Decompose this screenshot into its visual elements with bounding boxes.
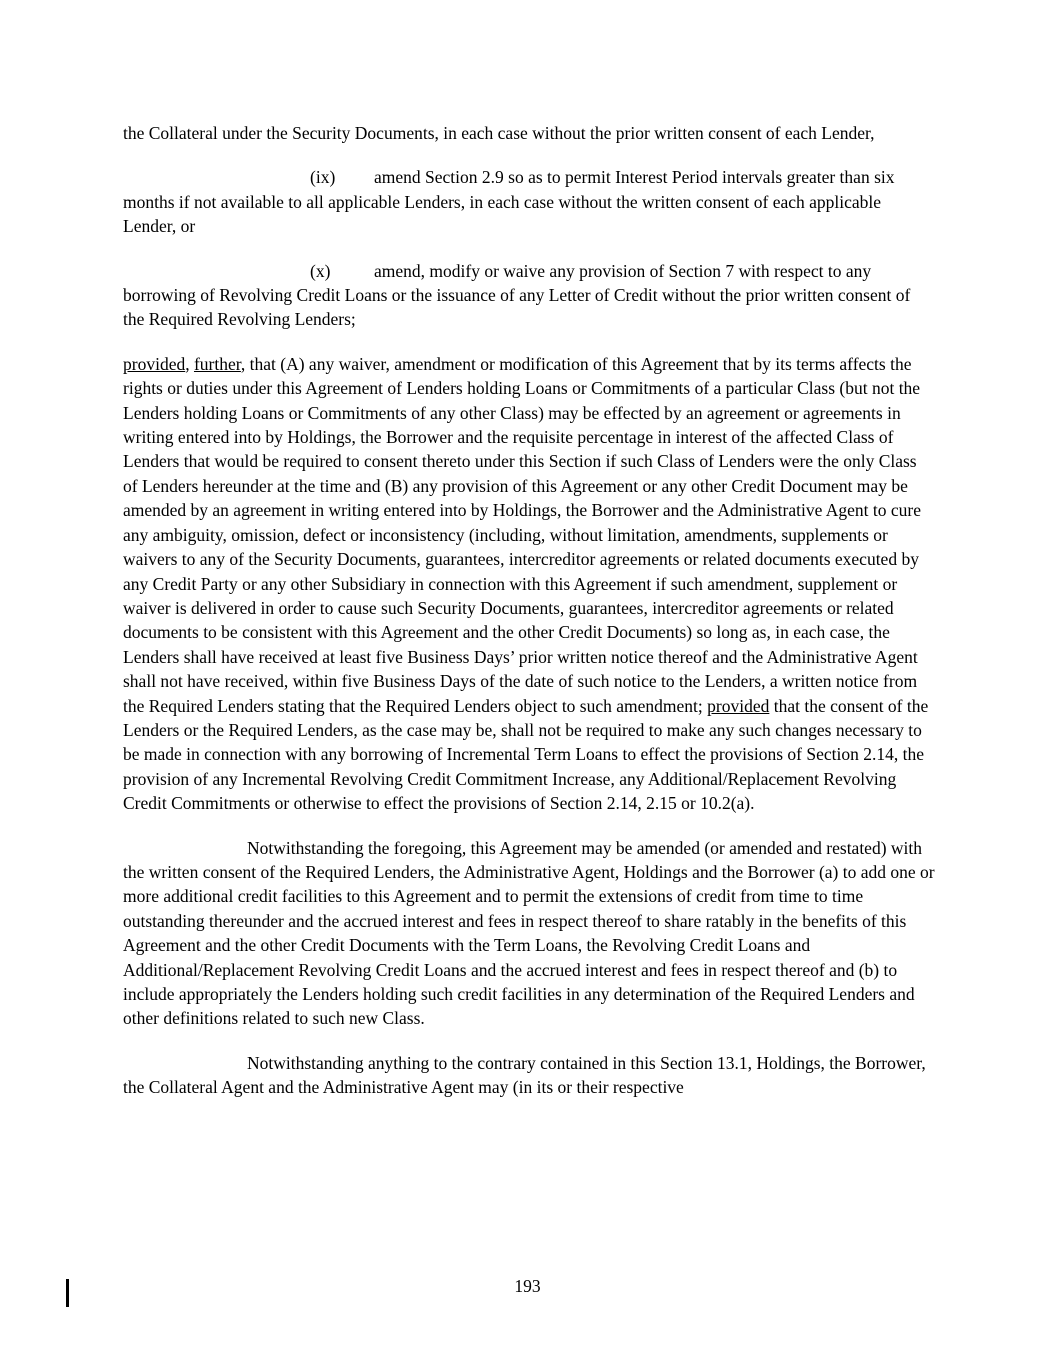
paragraph xyxy=(123,259,935,332)
text-run: further xyxy=(193,353,241,374)
document-body xyxy=(123,121,935,1100)
text-run: Notwithstanding the foregoing, this Agreement may be amended (or amended and restated) with the written consent of the Required Lenders, the Administrative Agent, Holdings and the Borrower (a) to add one or more additional credit facilities to this Agreement and to permit the extensions of credit from time to time outstanding thereunder and the accrued interest and fees in respect thereof to share ratably in the benefits of this Agreement and the other Credit Documents with the Term Loans, the Revolving Credit Loans and Additional/Replacement Revolving Credit Loans and the accrued interest and fees in respect thereof and (b) to include appropriately the Lenders holding such credit facilities in any determination of the Required Lenders and other definitions related to such new Class. xyxy=(123,837,935,1029)
text-run: , xyxy=(185,353,194,374)
text-run: amend, modify or waive any provision of Section 7 with respect to any borrowing of Revolving Credit Loans or the issuance of any Letter of Credit without the prior written consent of the Required Revolving Lenders; xyxy=(123,260,911,330)
paragraph xyxy=(123,121,935,145)
text-run: that the consent of the Lenders or the Required Lenders, as the case may be, shall not be required to make any such changes necessary to be made in connection with any borrowing of Incremental Term Loans to effect the provisions of Section 2.14, the provision of any Incremental Revolving Credit Commitment Increase, any Additional/Replacement Revolving Credit Commitments or otherwise to effect the provisions of Section 2.14, 2.15 or 10.2(a). xyxy=(123,695,929,814)
text-run: provided xyxy=(707,695,770,716)
paragraph xyxy=(123,836,935,1031)
paragraph xyxy=(123,352,935,816)
text-run: , that (A) any waiver, amendment or modification of this Agreement that by its terms affects the rights or duties under this Agreement of Lenders holding Loans or Commitments of a particular Class (but not the Lenders holding Loans or Commitments of any other Class) may be effected by an agreement or agreements in writing entered into by Holdings, the Borrower and the requisite percentage in interest of the affected Class of Lenders that would be required to consent thereto under this Section if such Class of Lenders were the only Class of Lenders hereunder at the time and (B) any provision of this Agreement or any other Credit Document may be amended by an agreement in writing entered into by Holdings, the Borrower and the Administrative Agent to cure any ambiguity, omission, defect or inconsistency (including, without limitation, amendments, supplements or waivers to any of the Security Documents, guarantees, intercreditor agreements or related documents executed by any Credit Party or any other Subsidiary in connection with this Agreement if such amendment, supplement or waiver is delivered in order to cause such Security Documents, guarantees, intercreditor agreements or related documents to be consistent with this Agreement and the other Credit Documents) so long as, in each case, the Lenders shall have received at least five Business Days’ prior written notice thereof and the Administrative Agent shall not have received, within five Business Days of the date of such notice to the Lenders, a written notice from the Required Lenders stating that the Required Lenders object to such amendment; xyxy=(123,353,921,716)
clause-number: (x) xyxy=(310,260,331,281)
paragraph xyxy=(123,165,935,238)
clause-number: (ix) xyxy=(310,167,336,188)
text-run: Notwithstanding anything to the contrary contained in this Section 13.1, Holdings, the Borrower, the Collateral Agent and the Administrative Agent may (in its or their respective xyxy=(123,1052,926,1098)
paragraph xyxy=(123,1051,935,1100)
page-number: 193 xyxy=(514,1276,541,1296)
page-footer xyxy=(0,1276,1055,1297)
text-run: the Collateral under the Security Documents, in each case without the prior written consent of each Lender, xyxy=(123,123,875,143)
text-run: provided xyxy=(123,353,186,374)
text-run: amend Section 2.9 so as to permit Interest Period intervals greater than six months if not available to all applicable Lenders, in each case without the written consent of each applicable Lender, or xyxy=(123,167,895,237)
